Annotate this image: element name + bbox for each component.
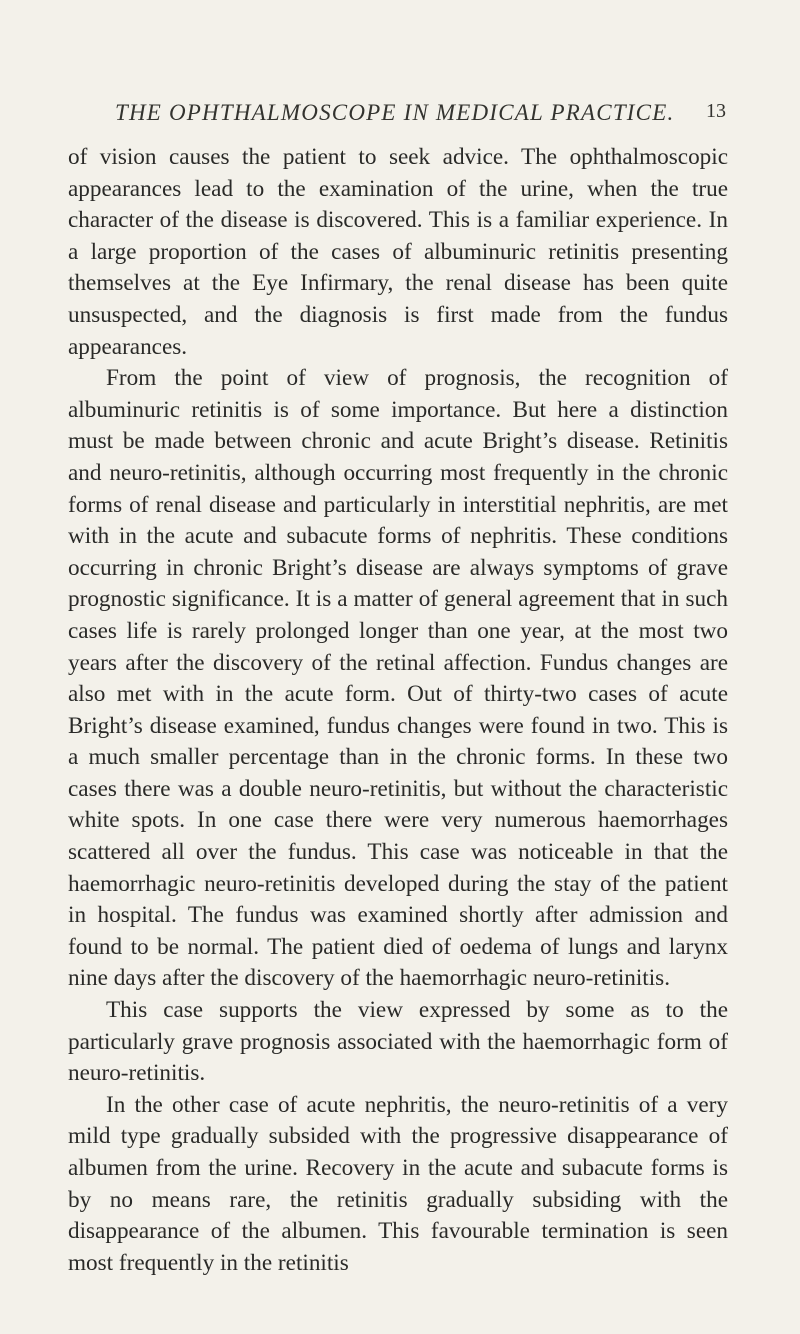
running-title: THE OPHTHALMOSCOPE IN MEDICAL PRACTICE. (115, 100, 675, 125)
body-text (68, 142, 728, 1279)
paragraph-4: In the other case of acute nephritis, the neuro-retinitis of a very mild type gradually subsided with the progressive disappearance of albumen from the urine. Recovery in the acute and subacute forms is by no means rare, the retinitis gradually subsiding with the disappearance of the albumen. This favourable termination is seen most frequently in the retinitis (68, 1091, 728, 1276)
paragraph-1: of vision causes the patient to seek advice. The ophthalmoscopic appearances lead to the examination of the urine, when the true character of the disease is discovered. This is a familiar experience. In a large proportion of the cases of albuminuric retinitis presenting themselves at the Eye Infirmary, the renal disease has been quite unsuspected, and the diagnosis is first made from the fundus appearances. (68, 144, 728, 360)
running-header (0, 100, 800, 130)
paragraph-2: From the point of view of prognosis, the recognition of albuminuric retinitis is of some importance. But here a distinction must be made between chronic and acute Bright’s disease. Retinitis and neuro-retinitis, although occurring most frequently in the chronic forms of renal disease and particularly in interstitial nephritis, are met with in the acute and subacute forms of nephritis. These conditions occurring in chronic Bright’s disease are always symptoms of grave prognostic significance. It is a matter of general agreement that in such cases life is rarely prolonged longer than one year, at the most two years after the discovery of the retinal affection. Fundus changes are also met with in the acute form. Out of thirty-two cases of acute Bright’s disease examined, fundus changes were found in two. This is a much smaller percentage than in the chronic forms. In these two cases there was a double neuro-retinitis, but without the characteristic white spots. In one case there were very numerous haemorrhages scattered all over the fundus. This case was noticeable in that the haemorrhagic neuro-retinitis developed during the stay of the patient in hospital. The fundus was examined shortly after admission and found to be normal. The patient died of oedema of lungs and larynx nine days after the discovery of the haemorrhagic neuro-retinitis. (68, 365, 728, 992)
paragraph-3: This case supports the view expressed by some as to the particularly grave prognosis associated with the haemorrhagic form of neuro-retinitis. (68, 997, 728, 1087)
page-number: 13 (706, 100, 726, 122)
